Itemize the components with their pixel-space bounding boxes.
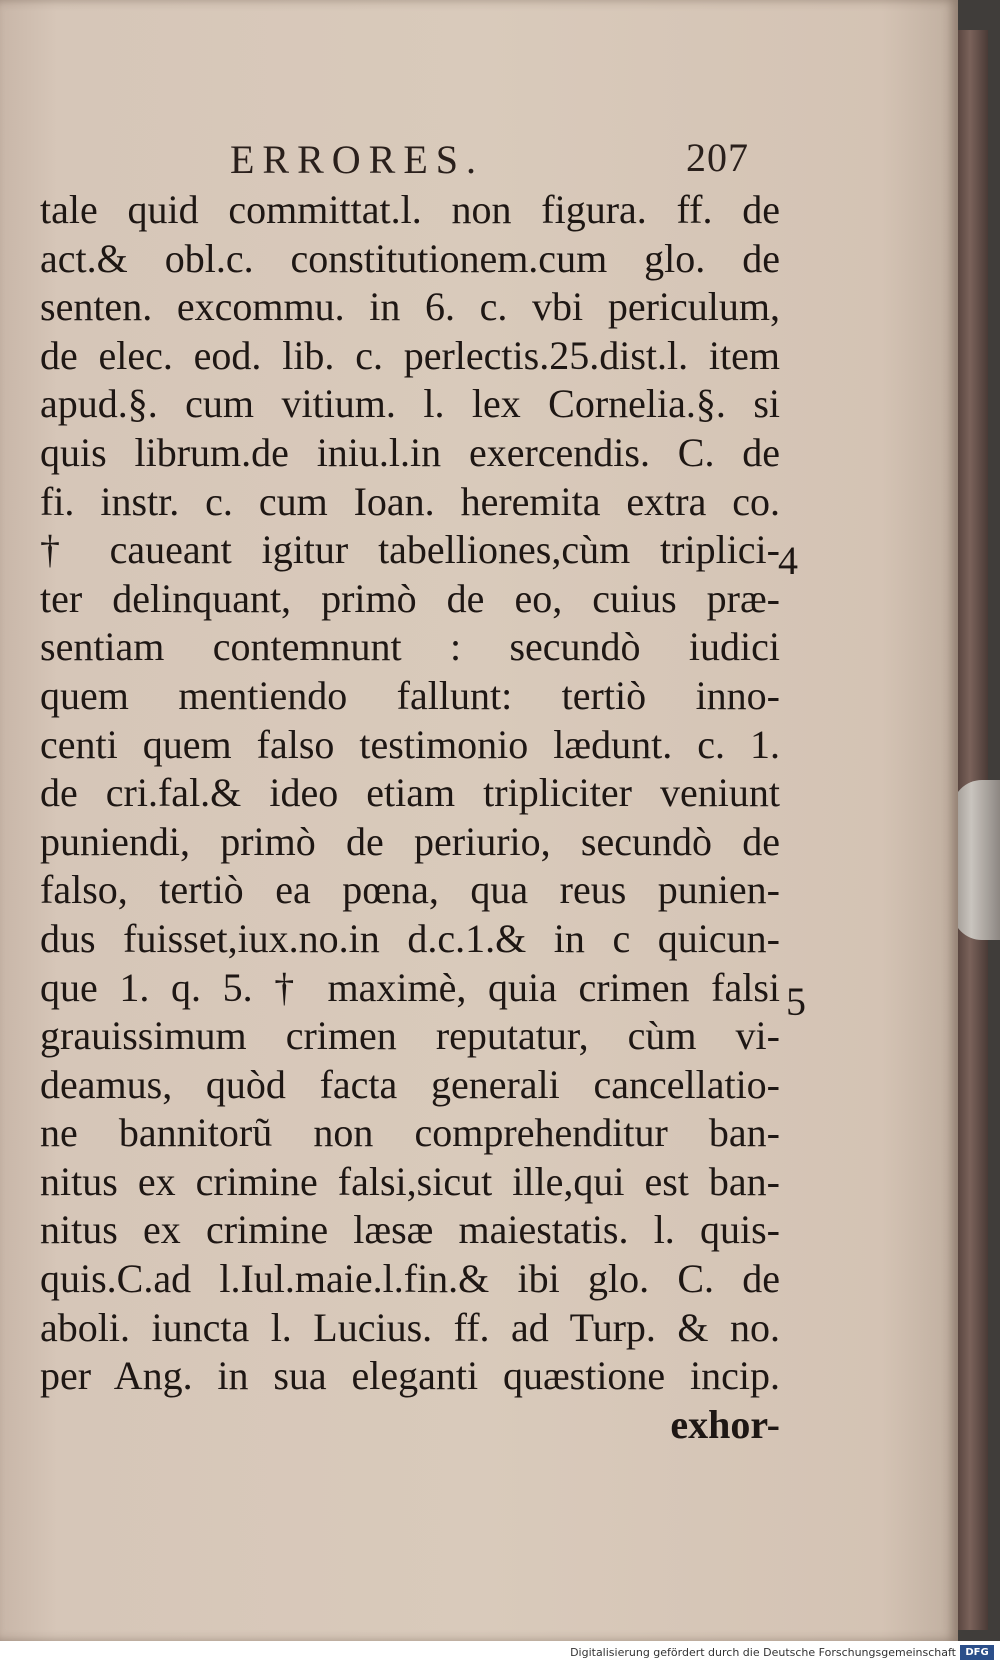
text-line: ne bannitorũ non comprehenditur ban- bbox=[40, 1110, 780, 1156]
page-clip bbox=[952, 780, 1000, 940]
text-line: dus fuisset,iux.no.in d.c.1.& in c quicun- bbox=[40, 915, 780, 961]
text-line: fi. instr. c. cum Ioan. heremita extra co. bbox=[40, 478, 780, 524]
text-line: centi quem falso testimonio lædunt. c. 1. bbox=[40, 721, 780, 767]
text-line: quem mentiendo fallunt: tertiò inno- bbox=[40, 672, 780, 718]
dfg-logo: DFG bbox=[960, 1645, 994, 1660]
body-text bbox=[40, 186, 780, 1449]
footer-bar bbox=[0, 1641, 1000, 1666]
page-number: 207 bbox=[686, 135, 749, 180]
text-line: falso, tertiò ea pœna, qua reus punien- bbox=[40, 867, 780, 913]
text-line: tale quid committat.l. non figura. ff. de bbox=[40, 187, 780, 232]
text-line: grauissimum crimen reputatur, cùm vi- bbox=[40, 1013, 780, 1059]
catchword: exhor- bbox=[670, 1401, 780, 1447]
text-line: sentiam contemnunt : secundò iudici bbox=[40, 624, 780, 670]
page-header bbox=[0, 128, 958, 188]
text-line: que 1. q. 5. † maximè, quia crimen falsi bbox=[40, 964, 780, 1010]
text-line: puniendi, primò de periurio, secundò de bbox=[40, 818, 780, 864]
text-line: per Ang. in sua eleganti quæstione incip. bbox=[40, 1353, 780, 1399]
text-line: aboli. iuncta l. Lucius. ff. ad Turp. & no. bbox=[40, 1304, 780, 1350]
text-line: † caueant igitur tabelliones,cùm triplici- bbox=[40, 527, 780, 573]
running-head: ERRORES. bbox=[230, 137, 485, 182]
text-line: de elec. eod. lib. c. perlectis.25.dist.l. item bbox=[40, 332, 780, 378]
text-line: senten. excommu. in 6. c. vbi periculum, bbox=[40, 284, 780, 330]
text-line: nitus ex crimine læsæ maiestatis. l. quis- bbox=[40, 1207, 780, 1253]
text-line: act.& obl.c. constitutionem.cum glo. de bbox=[40, 235, 780, 281]
text-line: deamus, quòd facta generali cancellatio- bbox=[40, 1061, 780, 1107]
marginal-note-4: 4 bbox=[778, 538, 798, 583]
funding-credit: Digitalisierung gefördert durch die Deutsche Forschungsgemeinschaft bbox=[570, 1646, 956, 1659]
text-line: nitus ex crimine falsi,sicut ille,qui est ban- bbox=[40, 1158, 780, 1204]
marginal-note-5: 5 bbox=[786, 979, 806, 1024]
text-line: quis librum.de iniu.l.in exercendis. C. de bbox=[40, 429, 780, 475]
text-line: ter delinquant, primò de eo, cuius præ- bbox=[40, 575, 780, 621]
text-line: apud.§. cum vitium. l. lex Cornelia.§. si bbox=[40, 381, 780, 427]
text-line: de cri.fal.& ideo etiam tripliciter veniunt bbox=[40, 770, 780, 816]
text-line: quis.C.ad l.Iul.maie.l.fin.& ibi glo. C. de bbox=[40, 1256, 780, 1302]
